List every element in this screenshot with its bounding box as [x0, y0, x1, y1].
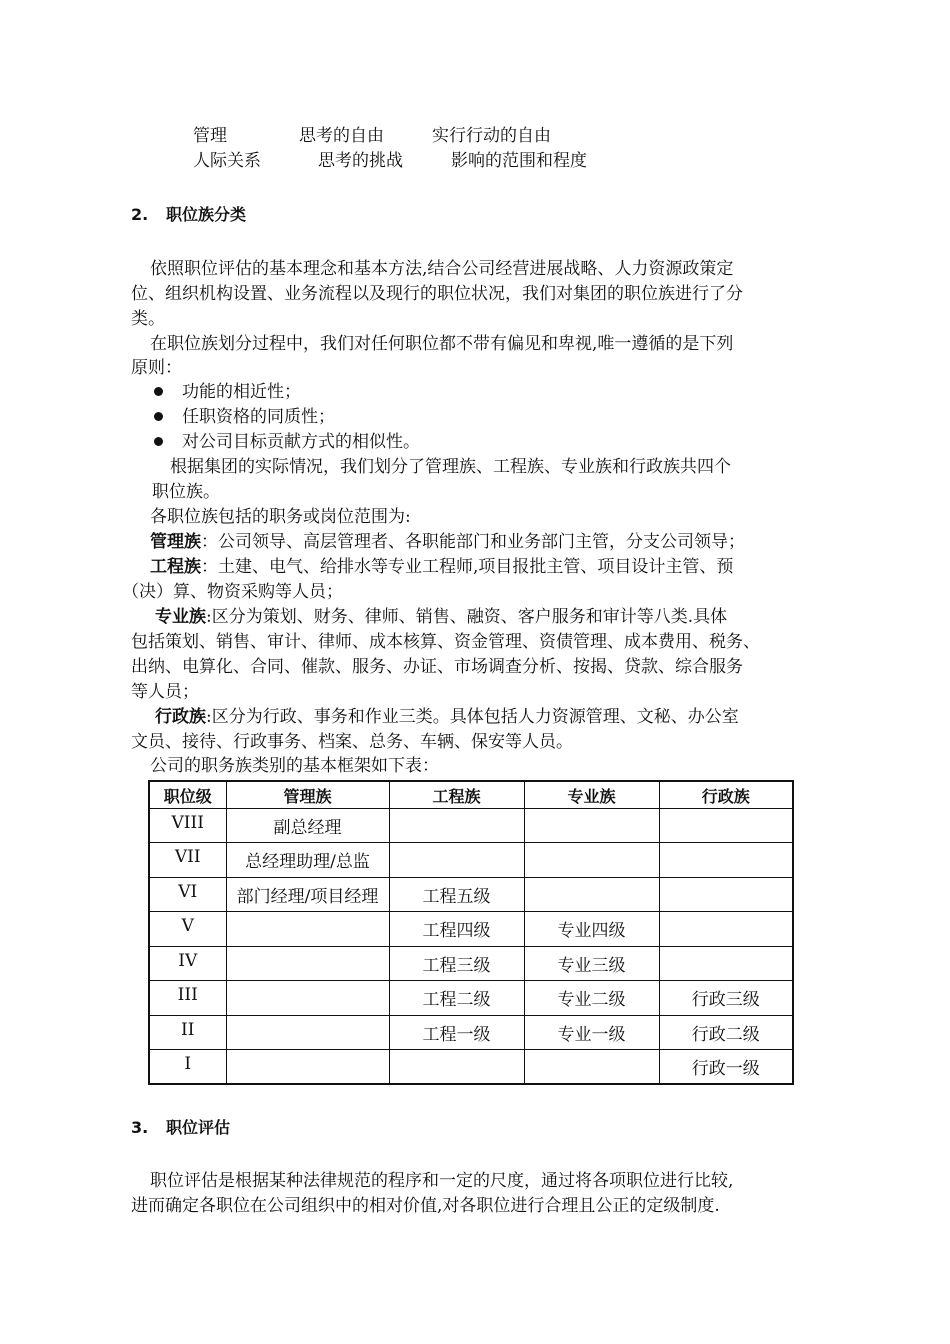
table-cell: [659, 912, 793, 946]
paragraph-line: 类。: [131, 309, 165, 329]
table-cell: [524, 877, 659, 911]
table-cell: [226, 1015, 389, 1049]
paragraph-line: 文员、接待、行政事务、档案、总务、车辆、保安等人员。: [131, 732, 573, 752]
list-item-freedom-of-action: 实行行动的自由: [432, 126, 551, 146]
table-row: [149, 981, 793, 1015]
table-cell: 行政二级: [659, 1015, 793, 1049]
admin-family-label: 行政族: [155, 707, 206, 727]
paragraph-line: 职位评估是根据某种法律规范的程序和一定的尺度，通过将各项职位进行比较,: [150, 1171, 734, 1191]
table-cell: VIII: [149, 809, 226, 843]
section-2-number: 2.: [131, 205, 149, 224]
header-administrative: 行政族: [659, 781, 793, 809]
admin-family-text: :区分为行政、事务和作业三类。具体包括人力资源管理、文秘、办公室: [206, 707, 739, 727]
paragraph-line: 职位族。: [152, 482, 220, 502]
table-cell: 行政三级: [659, 981, 793, 1015]
section-2-title: 职位族分类: [166, 205, 247, 224]
table-row: [149, 843, 793, 877]
table-cell: 工程四级: [389, 912, 524, 946]
bullet-item: 任职资格的同质性；: [182, 407, 335, 427]
table-cell: [226, 912, 389, 946]
table-cell: [659, 946, 793, 980]
list-item-freedom-of-thought: 思考的自由: [299, 126, 384, 146]
header-engineering: 工程族: [389, 781, 524, 809]
management-family-label: 管理族: [150, 532, 201, 552]
table-row: [149, 912, 793, 946]
job-family-table: [148, 780, 794, 1085]
bullet-item: 对公司目标贡献方式的相似性。: [182, 432, 420, 452]
table-cell: 工程一级: [389, 1015, 524, 1049]
table-row: [149, 1015, 793, 1049]
paragraph-line: 在职位族划分过程中，我们对任何职位都不带有偏见和卑视,唯一遵循的是下列: [150, 334, 734, 354]
list-item-management: 管理: [193, 126, 227, 146]
table-cell: [226, 946, 389, 980]
header-level: 职位级: [149, 781, 226, 809]
table-cell: V: [149, 912, 226, 946]
table-cell: 专业三级: [524, 946, 659, 980]
engineering-family-label: 工程族: [150, 557, 201, 577]
table-cell: [226, 1050, 389, 1084]
paragraph-line: 等人员；: [131, 682, 199, 702]
table-cell: [659, 843, 793, 877]
table-row: [149, 877, 793, 911]
table-row: [149, 809, 793, 843]
table-cell: VII: [149, 843, 226, 877]
table-cell: 部门经理/项目经理: [226, 877, 389, 911]
bullet-icon: [154, 412, 163, 421]
management-family-text: ：公司领导、高层管理者、各职能部门和业务部门主管，分支公司领导；: [201, 532, 745, 552]
table-cell: VI: [149, 877, 226, 911]
engineering-family-line: [150, 555, 733, 579]
table-row: [149, 946, 793, 980]
paragraph-line: 原则：: [131, 358, 182, 378]
paragraph-line: 进而确定各职位在公司组织中的相对价值,对各职位进行合理且公正的定级制度.: [131, 1196, 720, 1216]
section-3-title: 职位评估: [166, 1118, 231, 1137]
bullet-item: 功能的相近性；: [182, 382, 301, 402]
professional-family-text: :区分为策划、财务、律师、销售、融资、客户服务和审计等八类.具体: [206, 607, 728, 627]
table-cell: [524, 843, 659, 877]
table-cell: [226, 981, 389, 1015]
professional-family-line: [155, 605, 727, 629]
table-cell: [659, 877, 793, 911]
paragraph-line: 包括策划、销售、审计、律师、成本核算、资金管理、资债管理、成本费用、税务、: [131, 632, 760, 652]
table-cell: 行政一级: [659, 1050, 793, 1084]
table-cell: [389, 809, 524, 843]
list-item-thinking-challenge: 思考的挑战: [318, 151, 403, 171]
header-management: 管理族: [226, 781, 389, 809]
table-cell: [659, 809, 793, 843]
table-cell: [524, 809, 659, 843]
table-cell: 工程三级: [389, 946, 524, 980]
table-header-row: [149, 781, 793, 809]
paragraph-line: （决）算、物资采购等人员；: [122, 582, 343, 602]
table-cell: [389, 1050, 524, 1084]
table-cell: 专业一级: [524, 1015, 659, 1049]
table-row: [149, 1050, 793, 1084]
list-item-scope-of-influence: 影响的范围和程度: [451, 151, 587, 171]
table-cell: IV: [149, 946, 226, 980]
table-cell: 工程五级: [389, 877, 524, 911]
paragraph-line: 根据集团的实际情况，我们划分了管理族、工程族、专业族和行政族共四个: [170, 457, 731, 477]
table-cell: 工程二级: [389, 981, 524, 1015]
list-item-interpersonal: 人际关系: [193, 151, 261, 171]
engineering-family-text: ：土建、电气、给排水等专业工程师,项目报批主管、项目设计主管、预: [201, 557, 734, 577]
table-cell: [389, 843, 524, 877]
bullet-icon: [154, 437, 163, 446]
table-cell: 总经理助理/总监: [226, 843, 389, 877]
table-cell: 专业二级: [524, 981, 659, 1015]
table-cell: II: [149, 1015, 226, 1049]
admin-family-line: [155, 705, 739, 729]
section-3-number: 3.: [131, 1118, 149, 1137]
table-cell: 专业四级: [524, 912, 659, 946]
paragraph-line: 依照职位评估的基本理念和基本方法,结合公司经营进展战略、人力资源政策定: [150, 259, 734, 279]
table-cell: III: [149, 981, 226, 1015]
paragraph-line: 位、组织机构设置、业务流程以及现行的职位状况，我们对集团的职位族进行了分: [131, 284, 743, 304]
table-cell: [524, 1050, 659, 1084]
bullet-icon: [154, 387, 163, 396]
management-family-line: [150, 530, 745, 554]
table-cell: I: [149, 1050, 226, 1084]
table-cell: 副总经理: [226, 809, 389, 843]
paragraph-line: 各职位族包括的职务或岗位范围为:: [150, 507, 411, 527]
professional-family-label: 专业族: [155, 607, 206, 627]
header-professional: 专业族: [524, 781, 659, 809]
table-intro: 公司的职务族类别的基本框架如下表：: [150, 756, 439, 776]
paragraph-line: 出纳、电算化、合同、催款、服务、办证、市场调查分析、按揭、贷款、综合服务: [131, 657, 743, 677]
